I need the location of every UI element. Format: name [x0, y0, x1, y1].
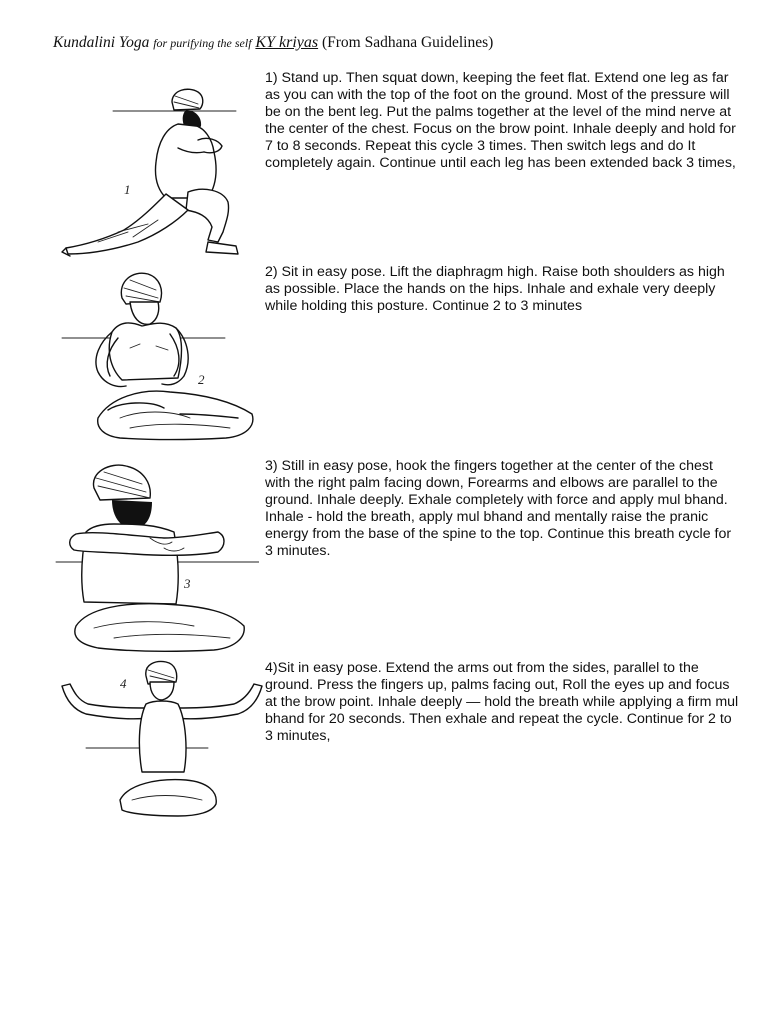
header-subtitle: for purifying the self [153, 36, 252, 50]
step-4-text: 4)Sit in easy pose. Extend the arms out from the sides, parallel to the ground. Press the fingers up, palms facing out, Roll the eyes up and focus at the brow point. Inhale deeply — hold the breath while applying a firm mul bhand for 20 seconds. Then exhale and repeat the cycle. Continue for 2 to 3 minutes, [265, 660, 739, 744]
figure-3-easy-pose-fingers-hooked [54, 462, 259, 662]
figure-2-number: 2 [198, 372, 205, 387]
step-3-text: 3) Still in easy pose, hook the fingers together at the center of the chest with the right palm facing down, Forearms and elbows are parallel to the ground. Inhale deeply. Exhale completely with force and apply mul bhand. Inhale - hold the breath, apply mul bhand and mentally raise the pranic energy from the base of the spine to the top. Continue this breath cycle for 3 minutes. [265, 458, 732, 559]
figure-4-easy-pose-arms-extended [58, 660, 268, 825]
figure-1-number: 1 [124, 182, 131, 197]
figure-4-number: 4 [120, 676, 127, 691]
header-source: (From Sadhana Guidelines) [321, 34, 494, 51]
figure-1-lunge-pose [58, 82, 258, 262]
header-title: Kundalini Yoga [53, 34, 150, 51]
figure-2-easy-pose-hands-on-hips [60, 268, 260, 458]
page-header [53, 34, 753, 52]
step-2-text: 2) Sit in easy pose. Lift the diaphragm high. Raise both shoulders as high as possible. Place the hands on the hips. Inhale and exhale very deeply while holding this posture. Continue 2 to 3 minutes [265, 264, 725, 314]
header-kriyas-link: KY kriyas [255, 34, 319, 51]
figure-3-number: 3 [184, 576, 191, 591]
step-1-text: 1) Stand up. Then squat down, keeping the feet flat. Extend one leg as far as you can with the top of the foot on the ground. Most of the pressure will be on the bent leg. Put the palms together at the level of the mind nerve at the center of the chest. Focus on the brow point. Inhale deeply and hold for 7 to 8 seconds. Repeat this cycle 3 times. Then switch legs and do It completely again. Continue until each leg has been extended back 3 times, [265, 70, 736, 171]
